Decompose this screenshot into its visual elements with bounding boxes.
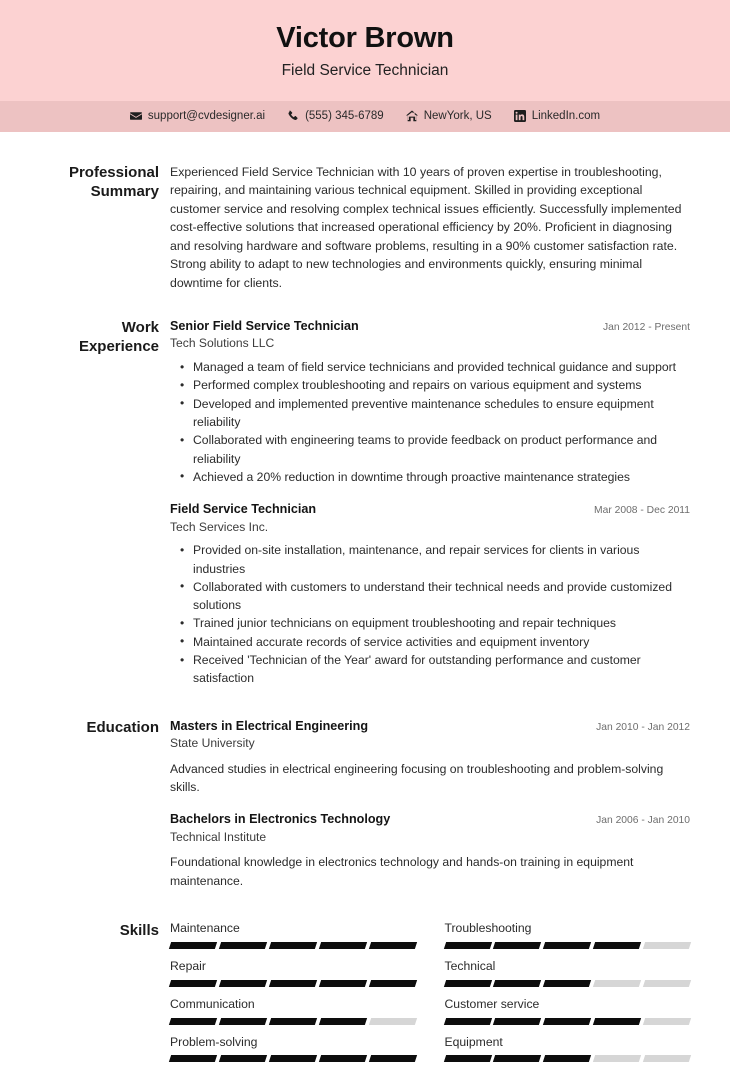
contact-linkedin[interactable] bbox=[514, 110, 600, 122]
contact-bar bbox=[0, 101, 730, 132]
experience-job-title: Field Service Technician bbox=[170, 502, 317, 517]
contact-location[interactable] bbox=[406, 110, 492, 122]
experience-bullet-list bbox=[170, 541, 690, 687]
skill-level-segment bbox=[593, 942, 641, 949]
skill-name: Maintenance bbox=[170, 921, 240, 936]
resume-header bbox=[0, 0, 730, 101]
experience-job-title: Senior Field Service Technician bbox=[170, 319, 359, 333]
section-label-skills: Skills bbox=[119, 922, 159, 940]
section-work-experience bbox=[40, 292, 690, 688]
education-entry bbox=[170, 811, 690, 890]
education-school: State University bbox=[170, 736, 255, 751]
contact-email-label: support@cvdesigner.ai bbox=[147, 110, 266, 123]
skill-level-segment bbox=[319, 980, 367, 987]
education-entry bbox=[170, 718, 690, 797]
skill-level-segment bbox=[368, 1055, 416, 1062]
skill-level-segment bbox=[643, 980, 691, 987]
skill-level-segment bbox=[593, 1055, 641, 1062]
section-label-summary: Professional Summary bbox=[68, 163, 159, 201]
skill-level-segment bbox=[319, 942, 367, 949]
skill-level-segment bbox=[493, 980, 541, 987]
skill-name: Equipment bbox=[444, 1034, 503, 1049]
envelope-icon bbox=[130, 110, 142, 122]
experience-entry bbox=[170, 318, 690, 486]
skill-level-bar bbox=[445, 980, 691, 987]
experience-bullet: • Maintained accurate records of service activities and equipment inventory bbox=[193, 633, 690, 651]
skill-level-segment bbox=[368, 942, 416, 949]
education-date-range: Jan 2006 - Jan 2010 bbox=[596, 815, 690, 827]
skill-item bbox=[170, 921, 416, 959]
skill-level-segment bbox=[643, 942, 691, 949]
experience-bullet: • Performed complex troubleshooting and repairs on various equipment and systems bbox=[193, 376, 690, 394]
skill-item bbox=[170, 1035, 416, 1072]
skill-name: Repair bbox=[170, 958, 206, 973]
resume-body bbox=[0, 132, 730, 1072]
skill-level-segment bbox=[368, 980, 416, 987]
education-date-range: Jan 2010 - Jan 2012 bbox=[596, 721, 690, 733]
phone-icon bbox=[287, 110, 299, 122]
skill-level-segment bbox=[543, 1055, 591, 1062]
skill-level-segment bbox=[219, 942, 267, 949]
contact-linkedin-label: LinkedIn.com bbox=[531, 110, 601, 123]
skill-level-segment bbox=[543, 980, 591, 987]
skill-level-segment bbox=[269, 1055, 317, 1062]
skill-item bbox=[445, 959, 691, 997]
skill-level-segment bbox=[593, 980, 641, 987]
skill-name: Technical bbox=[444, 958, 496, 973]
skill-level-segment bbox=[169, 942, 217, 949]
summary-text: Experienced Field Service Technician with 10 years of proven expertise in troubleshooting, repairing, and maintaining various technical equipment. Skilled in providing exceptional customer service and resolving complex technical issues efficiently. Successfully implemented cost-effective solutions that increased operational efficiency by 20%. Proficient in diagnosing and resolving hardware and software problems, resulting in a 90% customer satisfaction rate. Strong ability to adapt to new technologies and environments quickly, ensuring minimal downtime for clients. bbox=[170, 164, 682, 290]
experience-entry bbox=[170, 501, 690, 687]
skill-name: Customer service bbox=[444, 996, 540, 1011]
skill-level-segment bbox=[368, 1018, 416, 1025]
skill-level-bar bbox=[445, 1055, 691, 1062]
section-education bbox=[40, 688, 690, 890]
experience-bullet: • Developed and implemented preventive maintenance schedules to ensure equipment reliability bbox=[193, 395, 690, 432]
skill-level-segment bbox=[169, 980, 217, 987]
experience-bullet: • Managed a team of field service technicians and provided technical guidance and support bbox=[193, 358, 690, 376]
skill-level-segment bbox=[543, 1018, 591, 1025]
section-professional-summary bbox=[40, 132, 690, 292]
skill-level-bar bbox=[445, 942, 691, 949]
experience-company: Tech Solutions LLC bbox=[170, 336, 275, 351]
skill-level-segment bbox=[493, 942, 541, 949]
skill-level-segment bbox=[443, 1055, 491, 1062]
skill-level-bar bbox=[170, 942, 416, 949]
skill-level-segment bbox=[643, 1055, 691, 1062]
skill-level-segment bbox=[643, 1018, 691, 1025]
skill-level-segment bbox=[169, 1018, 217, 1025]
skill-item bbox=[170, 959, 416, 997]
skill-name: Problem-solving bbox=[170, 1034, 258, 1049]
experience-date-range: Jan 2012 - Present bbox=[602, 322, 690, 333]
skills-grid bbox=[170, 921, 690, 1072]
experience-bullet: • Achieved a 20% reduction in downtime through proactive maintenance strategies bbox=[193, 468, 690, 486]
education-degree: Masters in Electrical Engineering bbox=[170, 718, 369, 733]
skill-level-segment bbox=[319, 1055, 367, 1062]
skill-item bbox=[445, 1035, 691, 1072]
skill-level-bar bbox=[170, 1055, 416, 1062]
skill-level-segment bbox=[593, 1018, 641, 1025]
skill-level-segment bbox=[493, 1055, 541, 1062]
skill-name: Troubleshooting bbox=[444, 921, 532, 936]
skill-item bbox=[170, 997, 416, 1035]
experience-bullet: • Collaborated with customers to understand their technical needs and provide customized solutions bbox=[193, 578, 690, 615]
home-icon bbox=[406, 110, 418, 122]
contact-location-label: NewYork, US bbox=[423, 110, 492, 123]
candidate-name: Victor Brown bbox=[276, 22, 454, 54]
experience-bullet-list bbox=[170, 358, 690, 486]
linkedin-icon bbox=[514, 110, 526, 122]
skill-level-segment bbox=[443, 980, 491, 987]
contact-email[interactable] bbox=[130, 110, 265, 122]
skill-level-segment bbox=[319, 1018, 367, 1025]
section-label-experience: Work Experience bbox=[78, 319, 159, 356]
experience-entry-header bbox=[170, 501, 690, 517]
skill-level-segment bbox=[493, 1018, 541, 1025]
education-description: Advanced studies in electrical engineering focusing on troubleshooting and problem-solving skills. bbox=[170, 761, 664, 795]
education-entry-header bbox=[170, 718, 690, 734]
section-label-education: Education bbox=[86, 718, 159, 736]
candidate-job-title: Field Service Technician bbox=[281, 62, 449, 80]
experience-company: Tech Services Inc. bbox=[170, 519, 269, 534]
skill-level-segment bbox=[219, 1055, 267, 1062]
contact-phone-label: (555) 345-6789 bbox=[305, 110, 384, 123]
education-school: Technical Institute bbox=[170, 829, 267, 844]
skill-level-bar bbox=[170, 1018, 416, 1025]
education-entry-header bbox=[170, 811, 690, 827]
skill-level-segment bbox=[443, 942, 491, 949]
skill-level-segment bbox=[169, 1055, 217, 1062]
skill-level-segment bbox=[219, 980, 267, 987]
section-skills bbox=[40, 890, 690, 1072]
experience-entry-header bbox=[170, 318, 690, 334]
skill-level-segment bbox=[543, 942, 591, 949]
skill-level-segment bbox=[269, 980, 317, 987]
education-degree: Bachelors in Electronics Technology bbox=[170, 812, 391, 827]
experience-bullet: • Received 'Technician of the Year' award for outstanding performance and customer satisfaction bbox=[193, 651, 690, 688]
experience-bullet: • Provided on-site installation, maintenance, and repair services for clients in various industries bbox=[193, 541, 690, 578]
skill-level-bar bbox=[445, 1018, 691, 1025]
skill-level-segment bbox=[269, 942, 317, 949]
skill-level-segment bbox=[269, 1018, 317, 1025]
skill-level-segment bbox=[219, 1018, 267, 1025]
skill-name: Communication bbox=[170, 996, 255, 1011]
experience-date-range: Mar 2008 - Dec 2011 bbox=[594, 505, 690, 517]
skill-item bbox=[445, 997, 691, 1035]
experience-bullet: • Trained junior technicians on equipment troubleshooting and repair techniques bbox=[193, 614, 690, 632]
education-description: Foundational knowledge in electronics technology and hands-on training in equipment maintenance. bbox=[170, 855, 634, 888]
skill-level-bar bbox=[170, 980, 416, 987]
skill-item bbox=[445, 921, 691, 959]
contact-phone[interactable] bbox=[287, 110, 384, 122]
experience-bullet: • Collaborated with engineering teams to provide feedback on product performance and reliability bbox=[193, 431, 690, 468]
skill-level-segment bbox=[443, 1018, 491, 1025]
